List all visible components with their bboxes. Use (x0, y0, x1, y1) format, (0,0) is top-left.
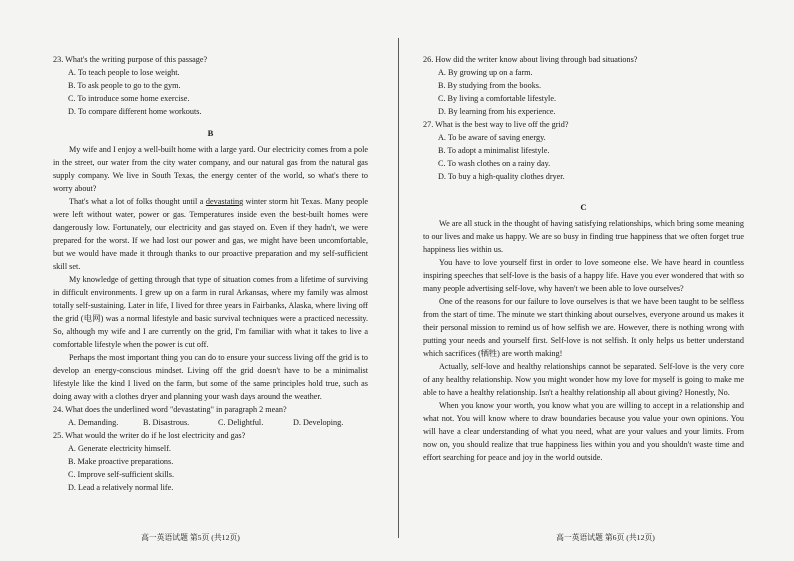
q24-option-b: B. Disastrous. (143, 418, 190, 427)
q23-option-c: C. To introduce some home exercise. (68, 94, 190, 103)
q24-option-a: A. Demanding. (68, 418, 119, 427)
q27-option-d: D. To buy a high-quality clothes dryer. (438, 172, 565, 181)
passage-c-para-2: You have to love yourself first in order to love someone else. We have heard in countless inspiring speeches that self-love is the basis of a happy life. Have you ever wondered that with so many people advertising self-love, why haven't we been able to love ourselves? (423, 258, 744, 293)
q26-option-c: C. By living a comfortable lifestyle. (438, 94, 557, 103)
right-column (423, 53, 744, 464)
q23-option-d: D. To compare different home workouts. (68, 107, 202, 116)
passage-b-para-3: My knowledge of getting through that type of situation comes from a lifetime of surviving in difficult environments. I grew up on a farm in rural Arkansas, where my family was almost totally self-sustaining. Later in life, I lived for three years in Fairbanks, Alaska, where living off the grid (电网) was a normal lifestyle and basic survival techniques were a practiced necessity. So, although my wife and I are currently on the grid, I'm familiar with what it takes to live a comfortable lifestyle when the power is cut off. (53, 275, 368, 349)
passage-c-para-4: Actually, self-love and healthy relationships cannot be separated. Self-love is the very core of any healthy relationship. Now you might wonder how my love for myself is going to make me able to have a healthy relationship. Isn't a healthy relationship all about giving? Honestly, No. (423, 362, 744, 397)
q27-option-b: B. To adopt a minimalist lifestyle. (438, 146, 550, 155)
q23-option-b: B. To ask people to go to the gym. (68, 81, 181, 90)
q26-option-b: B. By studying from the books. (438, 81, 542, 90)
passage-b-para-1: My wife and I enjoy a well-built home with a large yard. Our electricity comes from a pole in the street, our water from the city water company, and our natural gas from the natural gas supply company. We live in South Texas, the energy center of the world, so what's there to worry about? (53, 145, 368, 193)
q25-option-b: B. Make proactive preparations. (68, 457, 174, 466)
q26-option-a: A. By growing up on a farm. (438, 68, 533, 77)
section-b-heading: B (207, 128, 214, 138)
q27-option-c: C. To wash clothes on a rainy day. (438, 159, 551, 168)
para-2-text-before: That's what a lot of folks thought until a (69, 197, 206, 206)
para-2-text-after: winter storm hit Texas. Many people were left without water, power or gas. Temperatures inside even the best-built homes were dangerously low. Fortunately, our electricity and gas stayed on. Even if they hadn't, we were prepared for the worst. If we had lost our power and gas, we might have been uncomfortable, but we would have made it through thanks to our proactive preparation and my self-sufficient skill set. (53, 197, 369, 271)
q25-option-c: C. Improve self-sufficient skills. (68, 470, 175, 479)
q24-stem: 24. What does the underlined word "devastating" in paragraph 2 mean? (53, 405, 287, 414)
q23-stem: 23. What's the writing purpose of this passage? (53, 55, 208, 64)
left-column (53, 53, 368, 494)
q23-option-a: A. To teach people to lose weight. (68, 68, 180, 77)
q24-option-c: C. Delightful. (218, 418, 264, 427)
passage-b-para-2 (53, 195, 368, 273)
passage-b-para-4: Perhaps the most important thing you can do to ensure your success living off the grid is to develop an energy-conscious mindset. Living off the grid doesn't have to be a minimalist lifestyle like the kind I lived on the farm, but some of the same principles hold true, such as doing away with a clothes dryer and planning your wash days around the weather. (53, 353, 368, 401)
right-page (397, 0, 794, 561)
q25-option-d: D. Lead a relatively normal life. (68, 483, 174, 492)
q25-option-a: A. Generate electricity himself. (68, 444, 171, 453)
section-c-heading: C (580, 202, 587, 212)
q24-options (68, 416, 368, 429)
left-page-footer: 高一英语试题 第5页 (共12页) (141, 533, 240, 542)
q26-stem: 26. How did the writer know about living through bad situations? (423, 55, 638, 64)
passage-c-para-5: When you know your worth, you know what you are willing to accept in a relationship and what not. You will know where to draw boundaries because you value your own opinions. You will have a clear understanding of what you need, what are your values and your limits. From now on, you should realize that true happiness lies within you and you shouldn't waste time and effort searching for peace and joy in the world outside. (423, 401, 744, 462)
right-page-footer: 高一英语试题 第6页 (共12页) (556, 533, 655, 542)
q24-option-d: D. Developing. (293, 418, 344, 427)
q26-option-d: D. By learning from his experience. (438, 107, 556, 116)
underlined-word-devastating: devastating (205, 197, 244, 206)
q25-stem: 25. What would the writer do if he lost electricity and gas? (53, 431, 246, 440)
q27-option-a: A. To be aware of saving energy. (438, 133, 546, 142)
passage-c-para-1: We are all stuck in the thought of having satisfying relationships, which bring some meaning to our lives and make us happy. We are so busy in finding true happiness that we often forget true happiness lies within us. (423, 219, 744, 254)
q27-stem: 27. What is the best way to live off the grid? (423, 120, 569, 129)
passage-c-para-3: One of the reasons for our failure to love ourselves is that we have been taught to be selfless from the start of time. The minute we start thinking about ourselves, everyone around us makes it their personal mission to remind us of how selfish we are. However, there is nothing wrong with putting your needs and yourself first. Self-love is not selfish. It only helps us better understand which sacrifices (牺牲) are worth making! (423, 297, 744, 358)
